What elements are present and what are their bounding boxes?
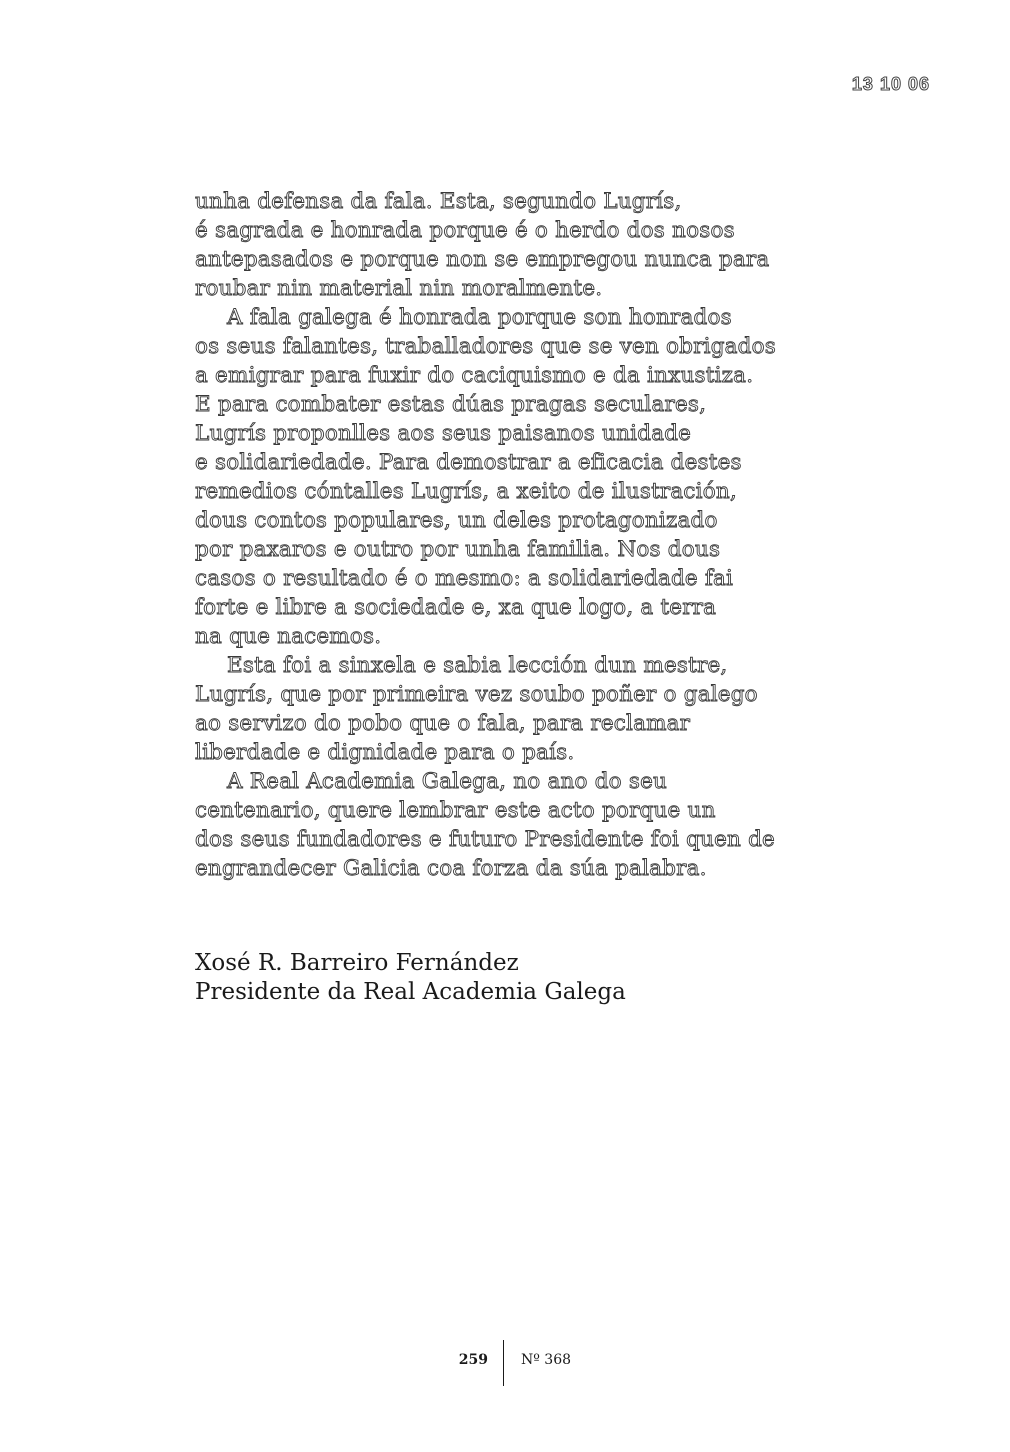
signature-title: Presidente da Real Academia Galega xyxy=(195,979,626,1005)
signature-block xyxy=(195,949,626,1007)
text-line: Lugrís proponlles aos seus paisanos unidade xyxy=(195,421,692,446)
text-line: engrandecer Galicia coa forza da súa palabra. xyxy=(195,856,707,881)
text-line: E para combater estas dúas pragas seculares, xyxy=(195,392,707,417)
text-line: ao servizo do pobo que o fala, para reclamar xyxy=(195,711,691,736)
page-footer xyxy=(0,1340,1010,1388)
text-line: unha defensa da fala. Esta, segundo Lugrís, xyxy=(195,189,682,214)
text-line: é sagrada e honrada porque é o herdo dos nosos xyxy=(195,218,735,243)
text-line: e solidariedade. Para demostrar a eficacia destes xyxy=(195,450,742,475)
text-line: na que nacemos. xyxy=(195,624,382,649)
page-number: 259 xyxy=(458,1352,488,1368)
text-line: dous contos populares, un deles protagonizado xyxy=(195,508,718,533)
paragraph-start-line: A fala galega é honrada porque son honrados xyxy=(227,305,732,330)
text-line: roubar nin material nin moralmente. xyxy=(195,276,603,301)
text-line: Lugrís, que por primeira vez soubo poñer o galego xyxy=(195,682,758,707)
text-line: por paxaros e outro por unha familia. Nos dous xyxy=(195,537,721,562)
text-line: dos seus fundadores e futuro Presidente foi quen de xyxy=(195,827,775,852)
text-line: os seus falantes, traballadores que se ven obrigados xyxy=(195,334,777,359)
paragraph-start-line: A Real Academia Galega, no ano do seu xyxy=(227,769,668,794)
text-line: casos o resultado é o mesmo: a solidariedade fai xyxy=(195,566,734,591)
text-line: centenario, quere lembrar este acto porque un xyxy=(195,798,716,823)
signature-name: Xosé R. Barreiro Fernández xyxy=(195,950,519,976)
text-line: liberdade e dignidade para o país. xyxy=(195,740,575,765)
issue-number: Nº 368 xyxy=(521,1352,572,1368)
footer-divider xyxy=(503,1340,504,1386)
body-text xyxy=(195,187,845,883)
text-line: forte e libre a sociedade e, xa que logo, a terra xyxy=(195,595,717,620)
text-line: remedios cóntalles Lugrís, a xeito de ilustración, xyxy=(195,479,737,504)
text-line: antepasados e porque non se empregou nunca para xyxy=(195,247,770,272)
text-line: a emigrar para fuxir do caciquismo e da inxustiza. xyxy=(195,363,754,388)
header-date: 13 10 06 xyxy=(851,74,930,94)
paragraph-start-line: Esta foi a sinxela e sabia lección dun mestre, xyxy=(227,653,728,678)
